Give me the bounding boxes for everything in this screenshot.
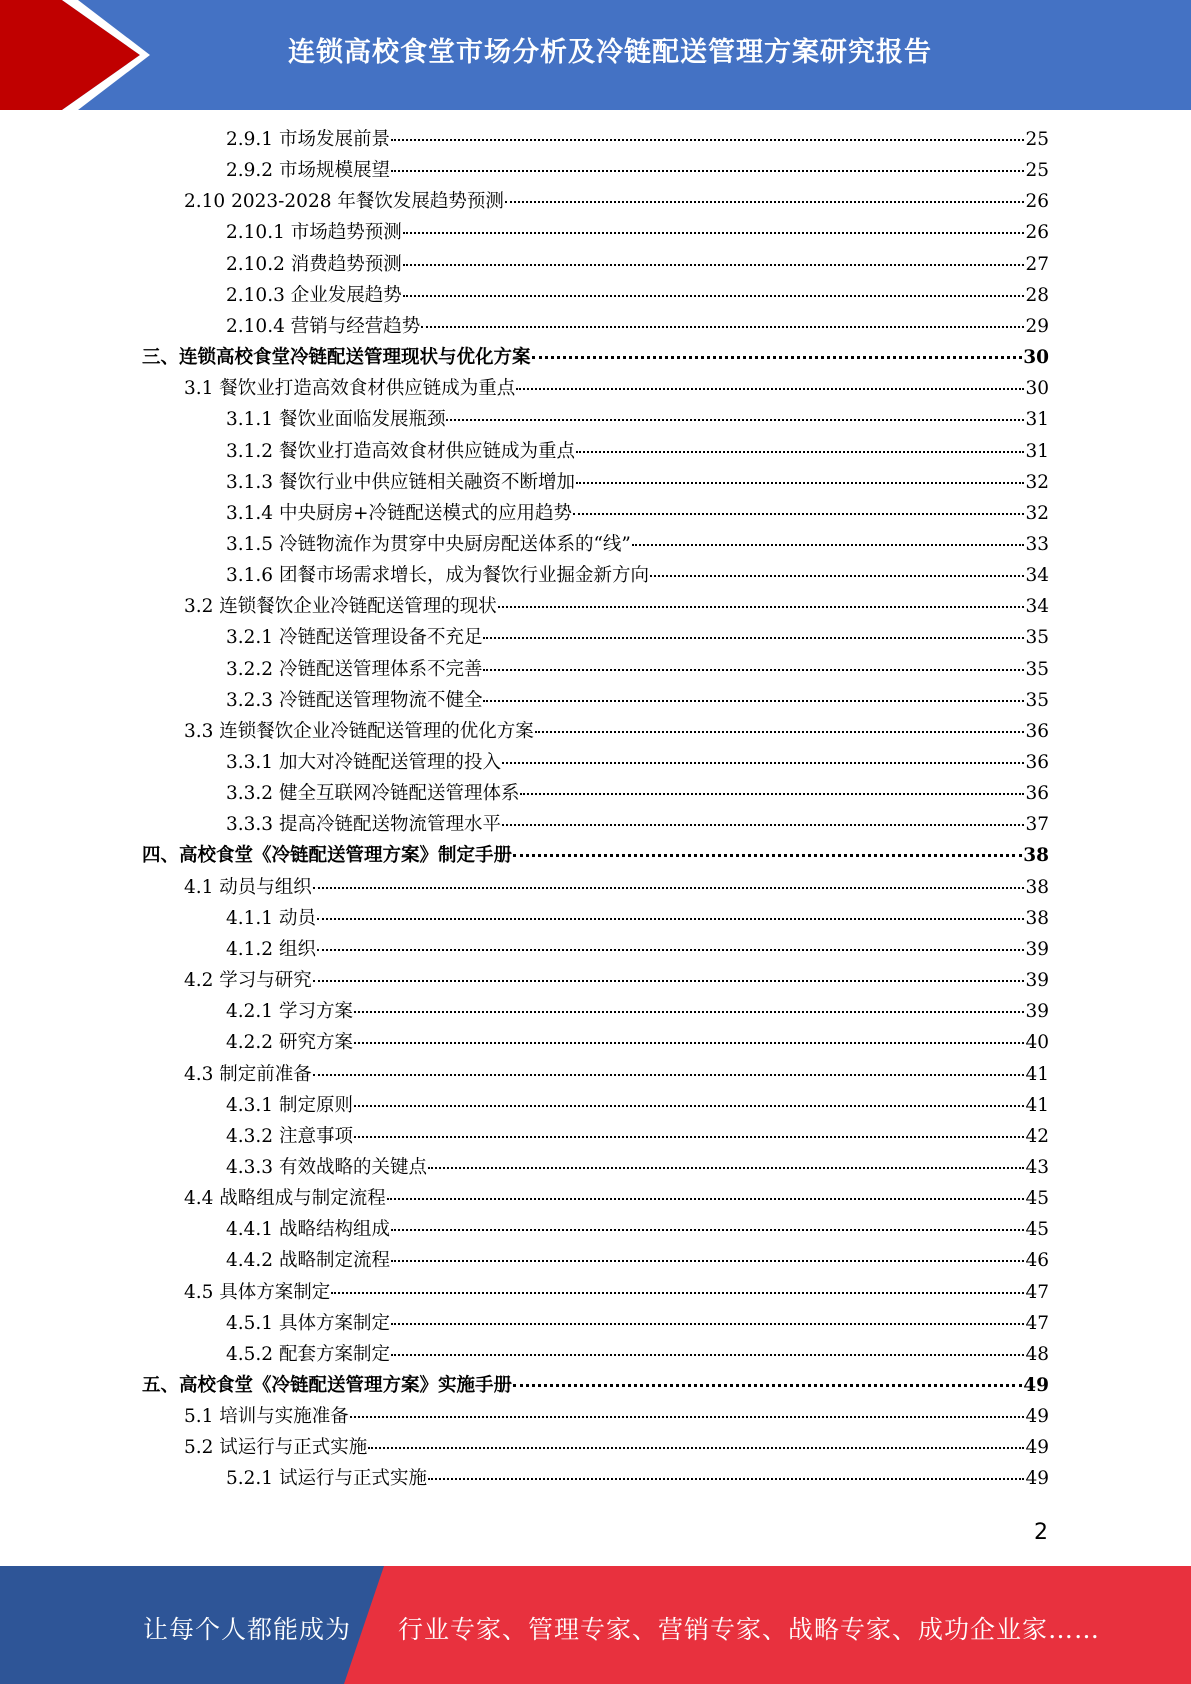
toc-entry-title: 3.1.2 餐饮业打造高效食材供应链成为重点: [226, 440, 575, 462]
toc-entry-title: 4.3.3 有效战略的关键点: [226, 1156, 427, 1178]
toc-entry[interactable]: [226, 937, 1049, 963]
toc-entry[interactable]: [226, 688, 1049, 714]
toc-entry-title: 4.4.1 战略结构组成: [226, 1219, 390, 1241]
footer-slogan-right: 行业专家、管理专家、营销专家、战略专家、成功企业家……: [398, 1615, 1101, 1644]
toc-entry-title: 3.2.2 冷链配送管理体系不完善: [226, 658, 483, 680]
toc-entry-page: 35: [1025, 627, 1049, 649]
toc-entry[interactable]: [184, 1404, 1049, 1430]
toc-leader-dots: [403, 264, 1025, 266]
toc-leader-dots: [576, 451, 1024, 453]
toc-entry-page: 36: [1025, 720, 1049, 742]
toc-leader-dots: [354, 1042, 1025, 1044]
toc-entry-page: 36: [1025, 752, 1049, 773]
toc-entry[interactable]: [226, 1030, 1049, 1056]
toc-leader-dots: [428, 1478, 1024, 1480]
footer-slogan-left: 让每个人都能成为: [143, 1615, 352, 1644]
toc-entry-title: 4.3.1 制定原则: [226, 1094, 353, 1116]
toc-entry[interactable]: [184, 1186, 1049, 1212]
toc-entry[interactable]: [184, 875, 1049, 901]
toc-entry-page: 33: [1025, 533, 1049, 555]
toc-entry[interactable]: [184, 189, 1049, 215]
toc-leader-dots: [403, 295, 1025, 297]
toc-leader-dots: [513, 854, 1022, 857]
toc-entry-title: 4.1 动员与组织: [184, 876, 312, 898]
toc-entry-title: 2.9.1 市场发展前景: [226, 129, 390, 150]
toc-entry-page: 38: [1025, 876, 1049, 898]
toc-entry-title: 3.3.1 加大对冷链配送管理的投入: [226, 752, 501, 773]
toc-entry-title: 4.4.2 战略制定流程: [226, 1250, 390, 1272]
toc-entry-page: 36: [1025, 783, 1049, 805]
toc-entry-page: 25: [1025, 129, 1049, 150]
toc-entry-title: 2.10.1 市场趋势预测: [226, 222, 402, 244]
toc-leader-dots: [532, 356, 1023, 359]
toc-entry[interactable]: [226, 1466, 1049, 1492]
toc-entry[interactable]: [226, 1124, 1049, 1150]
page-header: [0, 0, 1191, 110]
toc-leader-dots: [354, 1136, 1025, 1138]
toc-leader-dots: [502, 762, 1024, 764]
toc-entry-page: 49: [1025, 1437, 1049, 1459]
toc-entry-title: 2.10.3 企业发展趋势: [226, 284, 402, 306]
toc-entry-title: 3.1.6 团餐市场需求增长，成为餐饮行业掘金新方向: [226, 565, 649, 587]
toc-leader-dots: [483, 669, 1024, 671]
toc-entry[interactable]: [226, 750, 1049, 776]
toc-entry[interactable]: [184, 1435, 1049, 1461]
toc-entry[interactable]: [226, 470, 1049, 496]
toc-entry[interactable]: [226, 781, 1049, 807]
toc-entry[interactable]: [226, 501, 1049, 527]
toc-entry-title: 3.1.3 餐饮行业中供应链相关融资不断增加: [226, 471, 575, 493]
toc-leader-dots: [483, 700, 1024, 702]
toc-leader-dots: [650, 575, 1024, 577]
toc-entry[interactable]: [226, 999, 1049, 1025]
toc-leader-dots: [576, 482, 1024, 484]
toc-entry-page: 30: [1023, 347, 1049, 369]
toc-leader-dots: [350, 1416, 1025, 1418]
toc-entry-title: 4.3.2 注意事项: [226, 1125, 353, 1147]
toc-entry-page: 39: [1025, 970, 1049, 992]
toc-leader-dots: [498, 606, 1025, 608]
toc-entry-page: 39: [1025, 1001, 1049, 1023]
toc-entry-title: 3.3 连锁餐饮企业冷链配送管理的优化方案: [184, 720, 534, 742]
toc-entry-page: 26: [1025, 191, 1049, 213]
toc-leader-dots: [428, 1167, 1024, 1169]
toc-entry-title: 三、连锁高校食堂冷链配送管理现状与优化方案: [142, 347, 531, 369]
toc-entry-title: 2.9.2 市场规模展望: [226, 160, 390, 182]
toc-entry-page: 46: [1025, 1250, 1049, 1272]
toc-entry[interactable]: [226, 1217, 1049, 1243]
toc-entry-title: 5.2 试运行与正式实施: [184, 1437, 368, 1459]
toc-entry[interactable]: [226, 625, 1049, 651]
toc-entry-page: 43: [1025, 1156, 1049, 1178]
toc-leader-dots: [331, 1292, 1024, 1294]
toc-leader-dots: [446, 419, 1024, 421]
toc-entry-title: 2.10.2 消费趋势预测: [226, 253, 402, 275]
toc-leader-dots: [632, 544, 1025, 546]
toc-entry-title: 4.5.1 具体方案制定: [226, 1312, 390, 1334]
toc-entry-title: 3.2.1 冷链配送管理设备不充足: [226, 627, 483, 649]
toc-entry-title: 5.2.1 试运行与正式实施: [226, 1468, 427, 1490]
toc-entry-page: 25: [1025, 160, 1049, 182]
toc-entry[interactable]: [226, 252, 1049, 278]
toc-entry[interactable]: [142, 345, 1049, 371]
toc-entry[interactable]: [226, 439, 1049, 465]
toc-entry[interactable]: [226, 1155, 1049, 1181]
toc-entry-page: 26: [1025, 222, 1049, 244]
toc-entry[interactable]: [226, 1342, 1049, 1368]
toc-entry-page: 32: [1025, 471, 1049, 493]
toc-entry[interactable]: [184, 968, 1049, 994]
toc-entry-page: 34: [1025, 565, 1049, 587]
toc-entry[interactable]: [226, 314, 1049, 340]
toc-entry-title: 4.2 学习与研究: [184, 970, 312, 992]
toc-leader-dots: [391, 139, 1024, 141]
toc-entry-title: 2.10 2023-2028 年餐饮发展趋势预测: [184, 191, 504, 213]
toc-entry-title: 5.1 培训与实施准备: [184, 1406, 349, 1428]
toc-entry[interactable]: [226, 127, 1049, 153]
toc-entry-page: 45: [1025, 1219, 1049, 1241]
toc-leader-dots: [391, 1260, 1024, 1262]
toc-entry-page: 38: [1023, 845, 1049, 867]
toc-entry-title: 4.2.2 研究方案: [226, 1032, 353, 1054]
toc-entry-page: 48: [1025, 1343, 1049, 1365]
toc-entry-title: 4.3 制定前准备: [184, 1063, 312, 1085]
toc-entry-page: 35: [1025, 689, 1049, 711]
toc-entry[interactable]: [226, 283, 1049, 309]
toc-entry-title: 3.3.2 健全互联网冷链配送管理体系: [226, 783, 520, 805]
toc-entry-page: 47: [1025, 1312, 1049, 1334]
toc-leader-dots: [391, 1323, 1024, 1325]
toc-leader-dots: [520, 793, 1024, 795]
toc-leader-dots: [483, 637, 1024, 639]
toc-entry[interactable]: [226, 220, 1049, 246]
toc-entry-title: 4.5.2 配套方案制定: [226, 1343, 390, 1365]
toc-leader-dots: [317, 918, 1025, 920]
toc-entry-title: 4.1.1 动员: [226, 907, 316, 929]
toc-entry-title: 3.1.4 中央厨房+冷链配送模式的应用趋势: [226, 502, 572, 524]
toc-entry-page: 49: [1025, 1406, 1049, 1428]
toc-entry-title: 3.2.3 冷链配送管理物流不健全: [226, 689, 483, 711]
toc-leader-dots: [368, 1447, 1024, 1449]
toc-leader-dots: [535, 731, 1025, 733]
toc-entry[interactable]: [142, 1373, 1049, 1399]
toc-entry-page: 49: [1025, 1468, 1049, 1490]
toc-entry-page: 37: [1025, 814, 1049, 836]
toc-entry[interactable]: [226, 906, 1049, 932]
toc-entry-title: 4.1.2 组织: [226, 938, 316, 960]
toc-entry-title: 3.1.1 餐饮业面临发展瓶颈: [226, 409, 446, 431]
toc-entry-page: 42: [1025, 1125, 1049, 1147]
toc-entry[interactable]: [226, 812, 1049, 838]
toc-entry-page: 49: [1023, 1375, 1049, 1396]
toc-entry[interactable]: [226, 532, 1049, 558]
toc-entry-page: 41: [1025, 1063, 1049, 1085]
toc-entry-title: 3.1 餐饮业打造高效食材供应链成为重点: [184, 378, 516, 400]
toc-entry-title: 五、高校食堂《冷链配送管理方案》实施手册: [142, 1375, 513, 1396]
toc-entry-title: 2.10.4 营销与经营趋势: [226, 315, 421, 337]
toc-leader-dots: [317, 949, 1025, 951]
toc-entry-page: 40: [1025, 1032, 1049, 1054]
page-number: 2: [1034, 1520, 1048, 1545]
toc-entry[interactable]: [184, 719, 1049, 745]
toc-leader-dots: [313, 1074, 1025, 1076]
toc-entry[interactable]: [226, 657, 1049, 683]
toc-entry-title: 3.1.5 冷链物流作为贯穿中央厨房配送体系的“线”: [226, 533, 631, 555]
page-footer: [0, 1566, 1191, 1684]
toc-leader-dots: [573, 513, 1024, 515]
toc-entry[interactable]: [184, 594, 1049, 620]
toc-entry[interactable]: [142, 843, 1049, 869]
toc-leader-dots: [313, 980, 1025, 982]
toc-entry-title: 4.5 具体方案制定: [184, 1281, 331, 1303]
toc-entry[interactable]: [226, 1093, 1049, 1119]
toc-entry-page: 31: [1025, 409, 1049, 431]
toc-entry-page: 32: [1025, 502, 1049, 524]
toc-entry-page: 35: [1025, 658, 1049, 680]
toc-entry[interactable]: [226, 158, 1049, 184]
toc-entry-title: 3.2 连锁餐饮企业冷链配送管理的现状: [184, 596, 497, 618]
toc-entry-title: 4.2.1 学习方案: [226, 1001, 353, 1023]
red-chevron-logo: [0, 0, 160, 110]
toc-entry-page: 34: [1025, 596, 1049, 618]
toc-entry[interactable]: [184, 376, 1049, 402]
toc-entry-page: 45: [1025, 1188, 1049, 1210]
toc-leader-dots: [403, 232, 1025, 234]
toc-entry[interactable]: [226, 1311, 1049, 1337]
toc-leader-dots: [513, 1384, 1022, 1387]
toc-entry-page: 39: [1025, 938, 1049, 960]
toc-leader-dots: [354, 1105, 1025, 1107]
toc-leader-dots: [354, 1011, 1025, 1013]
toc-entry-title: 3.3.3 提高冷链配送物流管理水平: [226, 814, 501, 836]
toc-leader-dots: [391, 170, 1024, 172]
toc-leader-dots: [505, 201, 1025, 203]
toc-leader-dots: [313, 887, 1025, 889]
toc-entry[interactable]: [226, 563, 1049, 589]
toc-entry[interactable]: [226, 1248, 1049, 1274]
toc-entry-page: 38: [1025, 907, 1049, 929]
toc-entry-page: 30: [1025, 378, 1049, 400]
toc-entry[interactable]: [184, 1062, 1049, 1088]
toc-leader-dots: [391, 1354, 1024, 1356]
toc-entry-page: 28: [1025, 284, 1049, 306]
toc-entry[interactable]: [226, 407, 1049, 433]
toc-entry-page: 31: [1025, 440, 1049, 462]
toc-leader-dots: [502, 824, 1024, 826]
toc-leader-dots: [387, 1198, 1025, 1200]
toc-entry[interactable]: [184, 1280, 1049, 1306]
toc-entry-title: 4.4 战略组成与制定流程: [184, 1188, 386, 1210]
toc-entry-page: 27: [1025, 253, 1049, 275]
header-title: 连锁高校食堂市场分析及冷链配送管理方案研究报告: [288, 37, 932, 68]
toc-leader-dots: [421, 326, 1024, 328]
toc-leader-dots: [391, 1229, 1024, 1231]
toc-entry-page: 29: [1025, 315, 1049, 337]
toc-entry-page: 41: [1025, 1094, 1049, 1116]
toc-entry-page: 47: [1025, 1281, 1049, 1303]
toc-leader-dots: [516, 388, 1024, 390]
toc-entry-title: 四、高校食堂《冷链配送管理方案》制定手册: [142, 845, 513, 867]
